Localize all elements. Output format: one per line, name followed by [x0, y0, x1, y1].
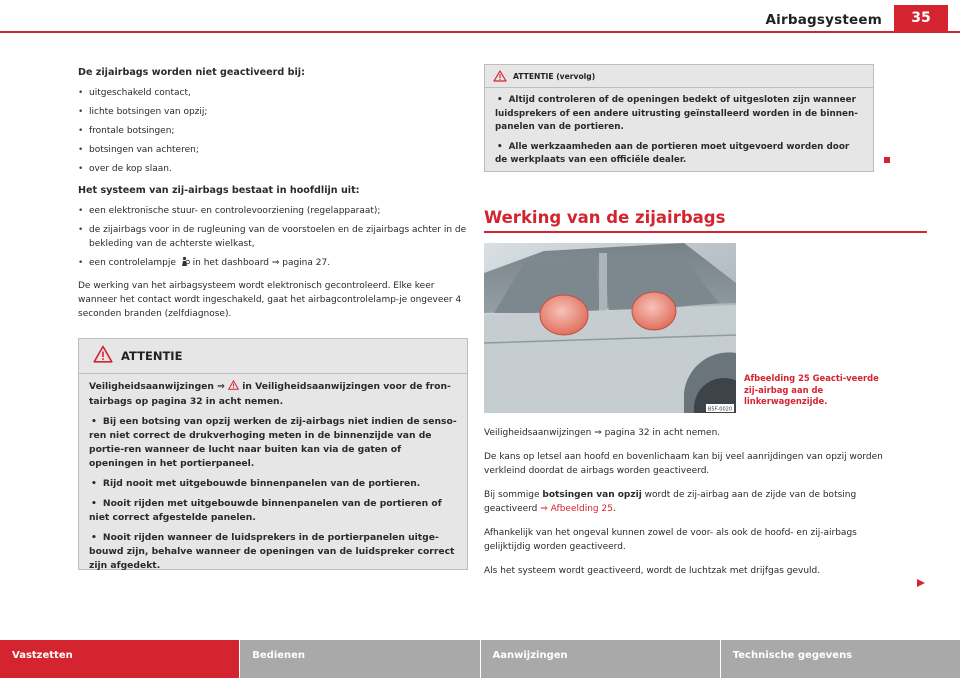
continue-arrow-icon [916, 573, 926, 592]
list-system-components [78, 204, 468, 272]
warning-item: • Rijd nooit met uitgebouwde binnenpanelen van de portieren. [91, 478, 421, 489]
warning-triangle-icon [93, 345, 113, 367]
safety-reference-paragraph: Veiligheidsaanwijzingen ⇒ pagina 32 in acht nemen. [484, 428, 721, 438]
paragraph-text: Bij sommige [484, 490, 540, 500]
warning-body [79, 374, 467, 573]
paragraph-text: wordt de zij-airbag aan de zijde van de botsing geactiveerd [484, 490, 857, 514]
warning-item-text: Bij een botsing van opzij werken de zij-airbags niet indien de senso-ren niet correct de drukverhoging meten in de binnenzijde van de portie-ren wanneer de lucht naar buiten kan via de gaten of openingen in het portierpaneel. [89, 416, 457, 469]
list-item-text: een controlelampje [89, 258, 176, 268]
warning-item: • Alle werkzaamheden aan de portieren moet uitgevoerd worden door de werkplaats van een officiële dealer. [495, 141, 850, 165]
side-collision-paragraph [484, 488, 888, 516]
warning-intro [89, 380, 457, 409]
paragraph-text: . [612, 504, 616, 514]
warning-triangle-icon [493, 67, 507, 86]
list-item: • uitgeschakeld contact, [78, 86, 468, 100]
list-item: • botsingen van achteren; [78, 143, 468, 157]
warning-item: • Bij een botsing van opzij werken de zij-airbags niet indien de senso-ren niet correct de drukverhoging meten in de binnenzijde van de portie-ren wanneer de lucht naar buiten kan via de gaten of openingen in het portierpaneel. [89, 416, 457, 469]
right-body-text [484, 426, 888, 578]
warning-small-triangle-icon [228, 380, 239, 395]
list-item: • een elektronische stuur- en controlevoorziening (regelapparaat); [78, 204, 468, 218]
warning-item-text: Nooit rijden met uitgebouwde binnenpanelen van de portieren of niet correct afgestelde panelen. [89, 498, 442, 523]
figure-side-airbag [484, 243, 736, 413]
car-side-airbag-illustration [484, 243, 736, 413]
footer-tab-aanwijzingen[interactable]: Aanwijzingen [481, 640, 721, 678]
warning-item: • Nooit rijden wanneer de luidsprekers in de portierpanelen uitge-bouwd zijn, behalve wanneer de openingen van de luidspreker correct zijn afgedekt. [89, 532, 455, 571]
warning-header [79, 339, 467, 374]
warning-intro-text: in Veiligheidsaanwijzingen voor de fron-tairbags op pagina 32 in acht nemen. [89, 381, 451, 407]
list-item: • frontale botsingen; [78, 124, 468, 138]
injury-paragraph: De kans op letsel aan hoofd en bovenlichaam kan bij veel aanrijdingen van opzij worden verkleind doordat de airbags worden geactiveerd. [484, 452, 883, 476]
warning-continued-body [485, 88, 873, 168]
warning-item-text: Alle werkzaamheden aan de portieren moet uitgevoerd worden door de werkplaats van een officiële dealer. [495, 141, 850, 165]
figure-code: B5F-0020 [707, 406, 733, 413]
warning-item: • Altijd controleren of de openingen bedekt of uitgesloten zijn wanneer luidsprekers of een andere uitrusting geïnstalleerd worden in de binnen-panelen van de portieren. [495, 95, 858, 132]
running-header-title: Airbagsysteem [765, 12, 882, 28]
section-end-marker [884, 157, 890, 163]
warning-intro-text: Veiligheidsaanwijzingen ⇒ [89, 381, 225, 392]
warning-continued-title: ATTENTIE (vervolg) [513, 71, 596, 81]
warning-item: • Nooit rijden met uitgebouwde binnenpanelen van de portieren of niet correct afgestelde panelen. [89, 498, 442, 523]
list-item [78, 256, 468, 272]
warning-item-text: Nooit rijden wanneer de luidsprekers in de portierpanelen uitge-bouwd zijn, behalve wanneer de openingen van de luidspreker correct zijn afgedekt. [89, 532, 455, 571]
page-number: 35 [894, 5, 948, 31]
list-item: • de zijairbags voor in de rugleuning van de voorstoelen en de zijairbags achter in de bekleding van de achterste wielkast, [78, 223, 468, 251]
section-rule [484, 231, 927, 233]
list-item-text: in het dashboard [192, 258, 269, 268]
gas-fill-paragraph: Als het systeem wordt geactiveerd, wordt de luchtzak met drijfgas gevuld. [484, 566, 821, 576]
warning-item-text: Altijd controleren of de openingen bedekt of uitgesloten zijn wanneer luidsprekers of een andere uitrusting geïnstalleerd worden in de binnen-panelen van de portieren. [495, 95, 858, 132]
list-item: • lichte botsingen van opzij; [78, 105, 468, 119]
footer-tab-vastzetten[interactable]: Vastzetten [0, 640, 240, 678]
heading-system-components: Het systeem van zij-airbags bestaat in hoofdlijn uit: [78, 185, 360, 196]
warning-title: ATTENTIE [121, 349, 183, 363]
paragraph-bold-text: botsingen van opzij [542, 490, 642, 500]
header-rule [0, 31, 960, 33]
list-not-activated [78, 86, 468, 176]
self-diagnosis-paragraph: De werking van het airbagsysteem wordt elektronisch gecontroleerd. Elke keer wanneer het contact wordt ingeschakeld, gaat het airbagcontrolelamp-je ongeveer 4 seconden branden (zelfdiagnose). [78, 281, 462, 319]
figure-caption: Afbeelding 25 Geacti-veerde zij-airbag aan de linkerwagenzijde. [744, 373, 879, 406]
warning-box [78, 338, 468, 570]
airbag-warning-lamp-icon [179, 256, 190, 272]
section-title: Werking van de zijairbags [484, 208, 726, 227]
footer-tab-technische-gegevens[interactable]: Technische gegevens [732, 650, 853, 661]
simultaneous-airbags-paragraph: Afhankelijk van het ongeval kunnen zowel de voor- als ook de hoofd- en zij-airbags gelijktijdig worden geactiveerd. [484, 528, 857, 552]
left-column [78, 66, 468, 321]
warning-item-text: Rijd nooit met uitgebouwde binnenpanelen van de portieren. [102, 478, 421, 489]
warning-continued-box [484, 64, 874, 172]
page-reference[interactable]: ⇒ pagina 27. [271, 258, 331, 268]
footer-tab-bedienen[interactable]: Bedienen [240, 640, 480, 678]
heading-not-activated: De zijairbags worden niet geactiveerd bij: [78, 67, 305, 78]
list-item: • over de kop slaan. [78, 162, 468, 176]
figure-reference-link[interactable]: ⇒ Afbeelding 25 [540, 504, 613, 514]
warning-continued-header [485, 65, 873, 88]
footer-tab-bar [0, 640, 960, 678]
